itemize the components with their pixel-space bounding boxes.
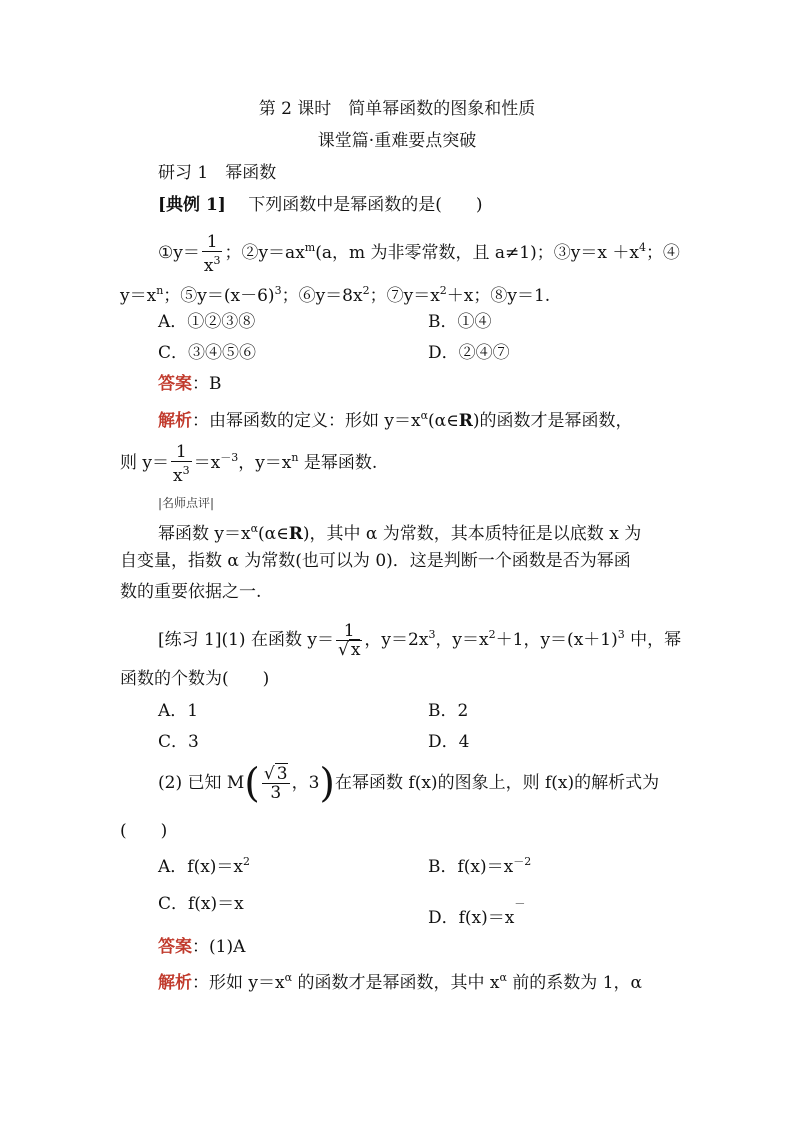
analysis-text: ：由幂函数的定义：形如 y＝x [192, 411, 421, 431]
item-text: ；④ [645, 243, 680, 263]
fraction-numerator: 1 [336, 622, 362, 641]
fraction-denominator [171, 462, 192, 485]
item-text: ；⑦y＝x [369, 286, 440, 306]
practice-1-line1 [158, 612, 681, 658]
page-title: 第 2 课时 简单幂函数的图象和性质 [258, 99, 536, 119]
exponent: α [250, 522, 259, 535]
item-text: ；⑥y＝8x [281, 286, 363, 306]
practice-answer-line [158, 936, 245, 958]
comment-text: (α∈ [258, 524, 289, 544]
practice-analysis-line [158, 967, 642, 994]
practice-text: 中，幂 [624, 630, 682, 650]
right-paren: ) [319, 760, 336, 807]
analysis-label: 解析 [158, 411, 192, 431]
example-1-items-line2 [120, 280, 550, 307]
option-text: B．f(x)＝x [428, 857, 514, 877]
exponent: α [420, 409, 429, 422]
analysis-text: 前的系数为 1，α [506, 973, 642, 993]
denominator-base: x [173, 465, 183, 486]
analysis-text: 的函数才是幂函数，其中 x [292, 973, 500, 993]
fraction-denominator [202, 252, 223, 275]
item-text: ；⑤y＝(x－6) [163, 286, 275, 306]
comment-text: 幂函数 y＝x [158, 524, 251, 544]
fraction [336, 622, 362, 659]
exponent: 3 [274, 284, 282, 297]
exponent: α [284, 971, 293, 984]
option-text: D．f(x)＝x [428, 908, 515, 928]
fraction [171, 443, 192, 485]
analysis-text: 是幂函数. [298, 453, 378, 473]
option-a: A．①②③⑧ [158, 312, 256, 332]
exponent: －2 [513, 855, 532, 868]
comment-text: )，其中 α 为常数，其本质特征是以底数 x 为 [302, 524, 642, 544]
exponent: 3 [428, 628, 436, 641]
comment-line2: 自变量，指数 α 为常数(也可以为 0)．这是判断一个函数是否为幂函 [120, 551, 631, 571]
exponent: 4 [638, 241, 646, 254]
practice2-option-b [428, 851, 531, 878]
reals-symbol: R [288, 524, 303, 544]
sqrt-radicand: x [350, 640, 361, 660]
analysis-text: ：形如 y＝x [192, 973, 285, 993]
comment-line3: 数的重要依据之一. [120, 582, 262, 602]
analysis-text: (α∈ [428, 411, 459, 431]
option-b: B．①④ [428, 312, 492, 332]
comment-line1 [158, 518, 641, 545]
practice-2-blank: ( ) [120, 821, 168, 841]
fraction-numerator: 1 [171, 443, 192, 462]
fraction [262, 765, 290, 802]
exponent: m [304, 241, 316, 254]
practice-text: ，3 [291, 773, 320, 793]
practice2-option-d [428, 893, 525, 929]
answer-value: ：B [192, 374, 222, 394]
exponent: 2 [488, 628, 496, 641]
answer-label: 答案 [158, 374, 192, 394]
page-subtitle: 课堂篇·重难要点突破 [317, 131, 477, 151]
item-text: y＝x [120, 286, 157, 306]
analysis-line1 [158, 405, 633, 432]
example-question-text: 下列函数中是幂函数的是( ) [248, 195, 483, 215]
item-text: ＋x；⑧y＝1. [446, 286, 551, 306]
analysis-text: ，y＝x [238, 453, 292, 473]
practice-text: ，y＝2x [364, 630, 429, 650]
practice2-option-a [158, 851, 250, 878]
practice2-option-c: C．f(x)＝x [158, 894, 244, 914]
practice-option-b: B．2 [428, 701, 469, 721]
analysis-text: )的函数才是幂函数， [472, 411, 633, 431]
denominator-exponent: 3 [213, 253, 221, 267]
exponent: － [514, 897, 526, 910]
exponent: α [499, 971, 507, 984]
comment-tag: |名师点评| [158, 496, 215, 510]
left-paren: ( [244, 760, 260, 807]
option-d: D．②④⑦ [428, 343, 510, 363]
denominator-base: x [203, 255, 214, 276]
practice-1-line2: 函数的个数为( ) [120, 669, 270, 689]
fraction [202, 233, 223, 275]
analysis-line2 [120, 436, 378, 486]
practice-text: [练习 1](1) 在函数 y＝ [158, 630, 334, 650]
practice-option-d: D．4 [428, 732, 470, 752]
exponent: 2 [439, 284, 447, 297]
practice-text: (2) 已知 M [158, 773, 245, 793]
item-text: ①y＝ [158, 243, 200, 263]
practice-text: 在幂函数 f(x)的图象上，则 f(x)的解析式为 [335, 773, 660, 793]
item-text: (a，m 为非零常数，且 a≠1)；③y＝x ＋x [315, 243, 639, 263]
answer-label: 答案 [158, 937, 192, 957]
exponent: 2 [243, 855, 251, 868]
exponent: －3 [220, 451, 239, 464]
fraction-denominator: √ x [337, 640, 361, 660]
analysis-text: 则 y＝ [120, 453, 170, 473]
fraction-numerator: 1 [202, 233, 223, 252]
answer-value: ：(1)A [192, 937, 246, 957]
section-heading: 研习 1 幂函数 [158, 163, 277, 183]
practice-option-a: A．1 [158, 701, 199, 721]
practice-text: ，y＝x [435, 630, 489, 650]
denominator-exponent: 3 [182, 463, 190, 477]
analysis-text: ＝x [193, 453, 221, 473]
item-text: ；②y＝ax [224, 243, 305, 263]
example-1-items-line1 [158, 226, 680, 276]
analysis-label: 解析 [158, 973, 192, 993]
answer-line [158, 373, 222, 395]
practice-2-question [158, 756, 659, 810]
example-tag: [典例 1] [158, 195, 226, 215]
exponent: 3 [617, 628, 625, 641]
exponent: 2 [362, 284, 370, 297]
option-text: A．f(x)＝x [158, 857, 244, 877]
exponent: n [156, 284, 164, 297]
sqrt-radicand: 3 [276, 764, 288, 784]
reals-symbol: R [458, 411, 473, 431]
practice-option-c: C．3 [158, 732, 199, 752]
exponent: n [291, 451, 299, 464]
practice-text: ＋1，y＝(x＋1) [495, 630, 618, 650]
option-c: C．③④⑤⑥ [158, 343, 257, 363]
example-1-question [158, 194, 483, 216]
fraction-denominator: 3 [270, 783, 282, 803]
fraction-numerator: √ 3 [263, 764, 288, 784]
